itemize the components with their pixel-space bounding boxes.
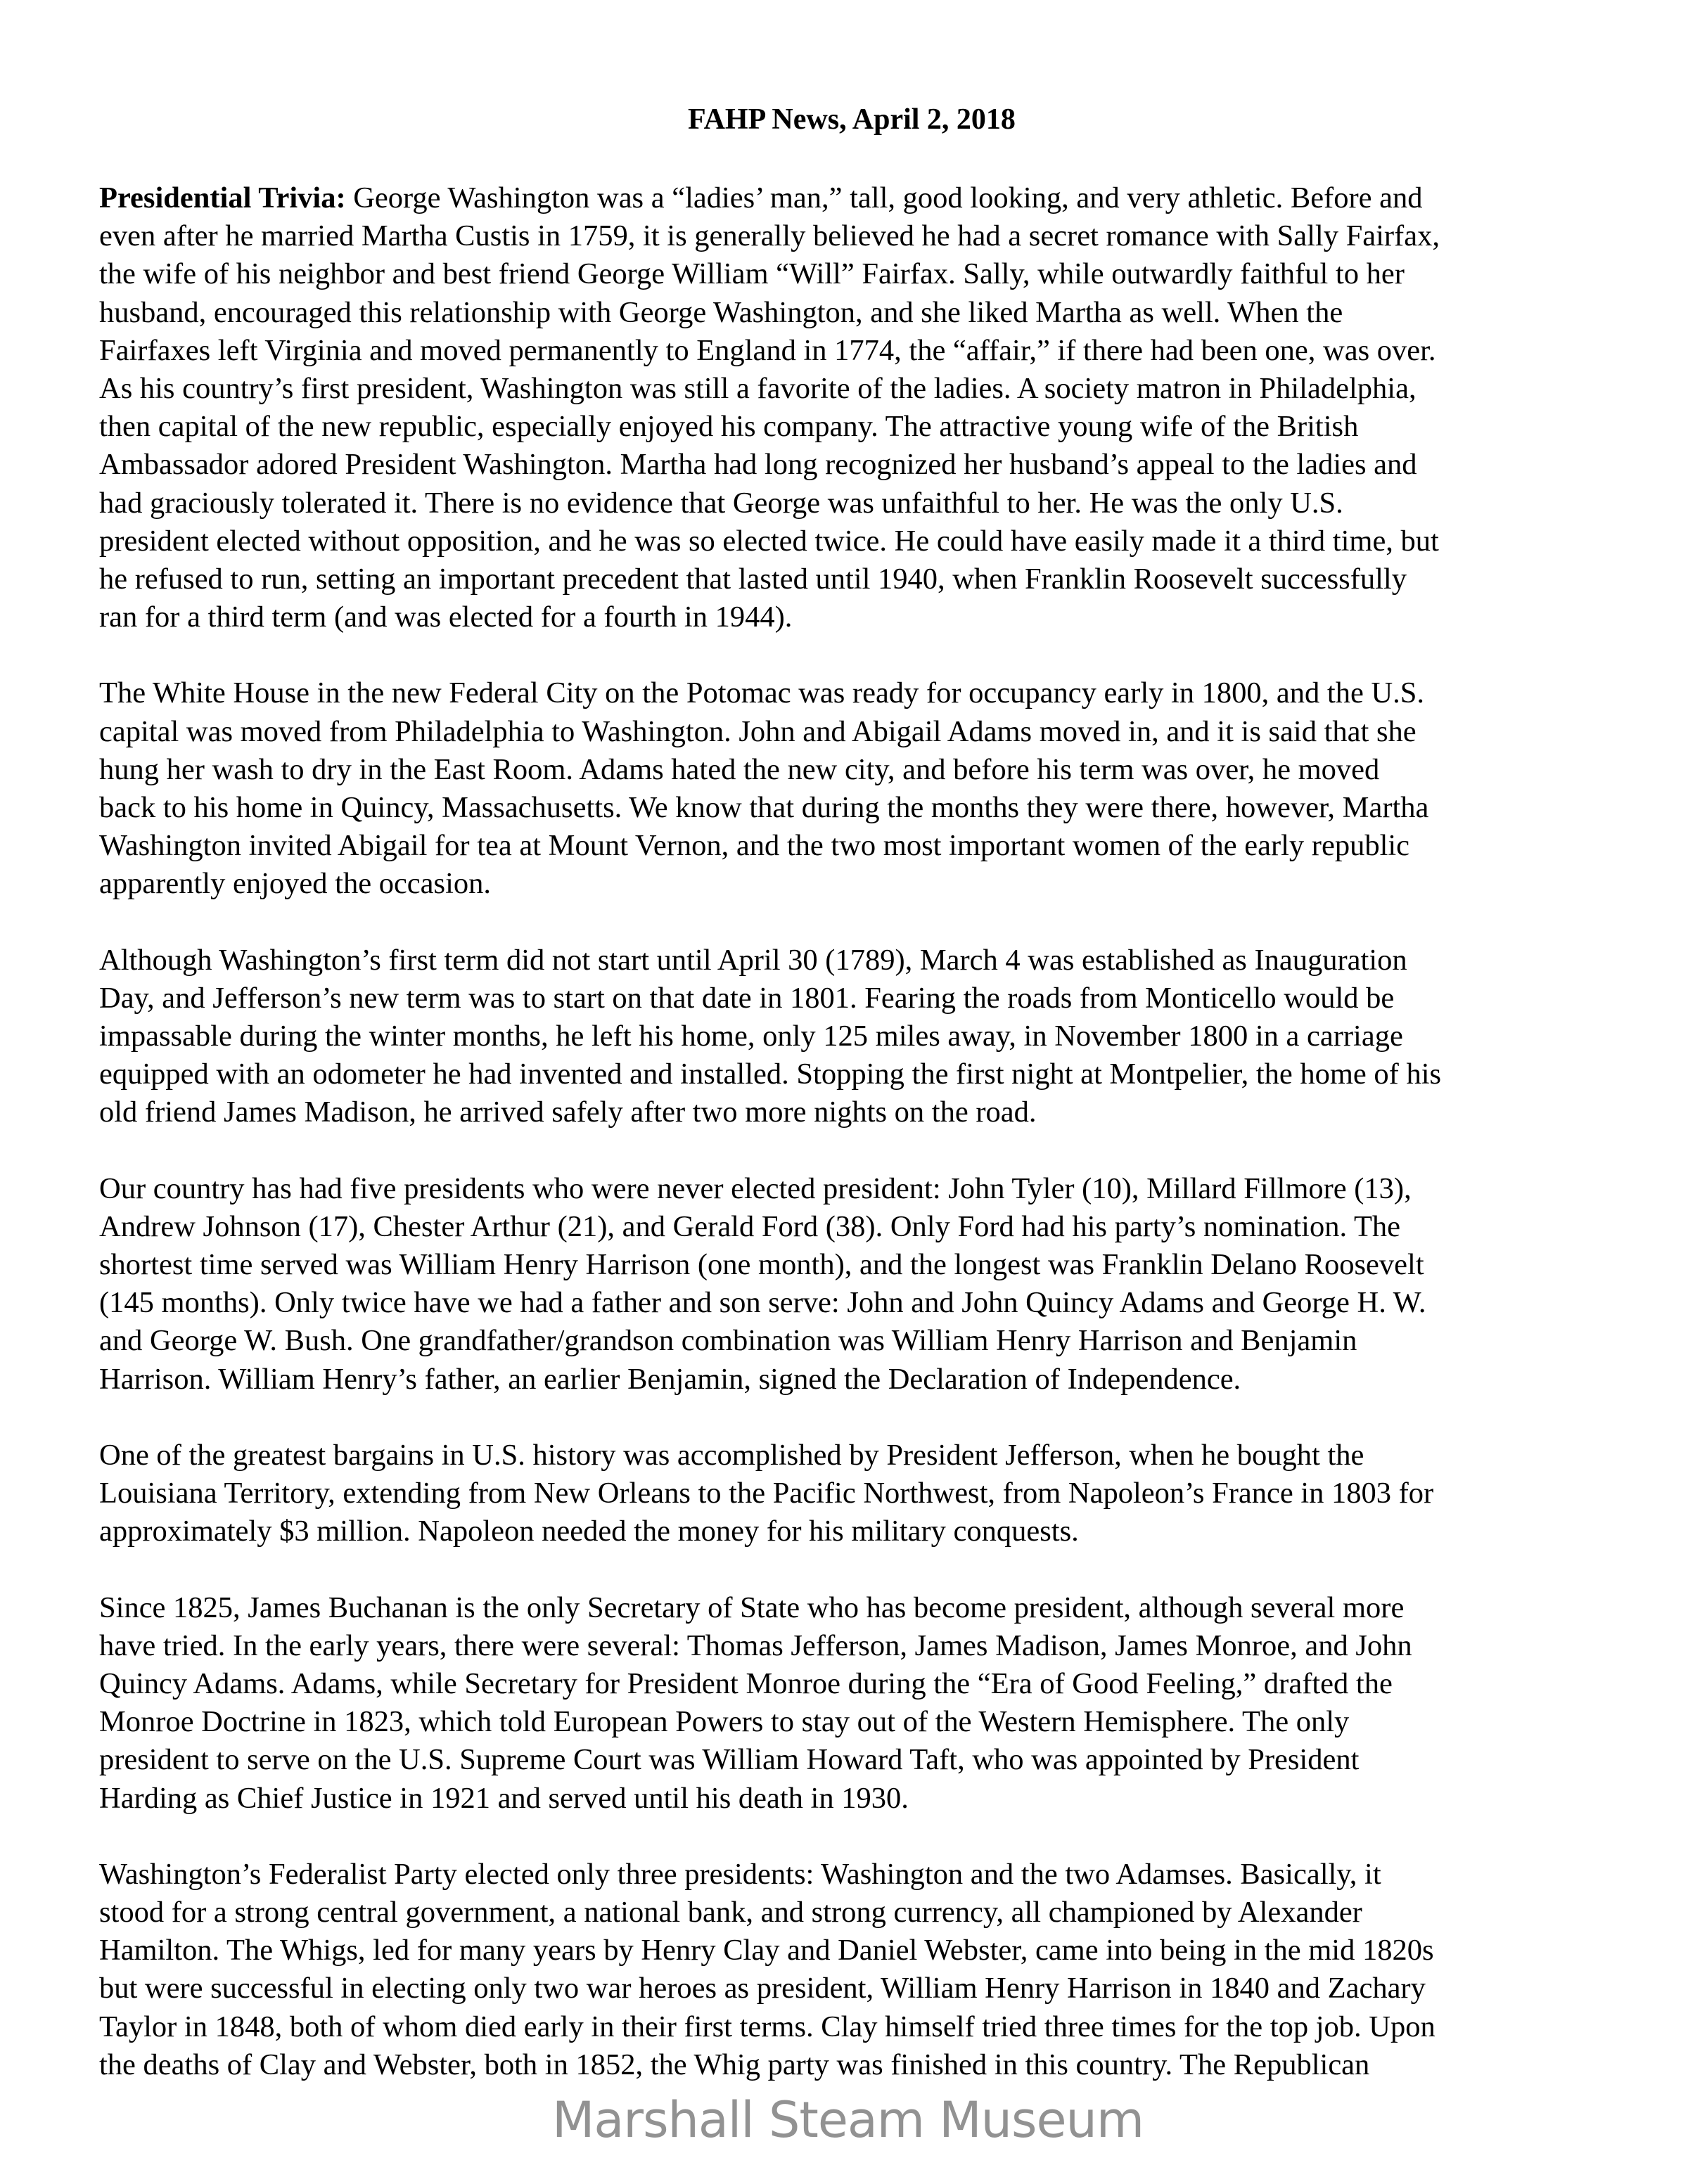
text-line: the deaths of Clay and Webster, both in 1852, the Whig party was finished in this country. The Republican: [99, 2048, 1370, 2081]
text-line: Fairfaxes left Virginia and moved permanently to England in 1774, the “affair,” if there had been one, was over.: [99, 333, 1436, 367]
watermark: Marshall Steam Museum: [552, 2091, 1144, 2149]
text-line: Monroe Doctrine in 1823, which told European Powers to stay out of the Western Hemisphere. The only: [99, 1705, 1350, 1739]
text-line: stood for a strong central government, a national bank, and strong currency, all championed by Alexander: [99, 1895, 1362, 1929]
text-line: hung her wash to dry in the East Room. Adams hated the new city, and before his term was over, he moved: [99, 752, 1380, 786]
text-line: but were successful in electing only two war heroes as president, William Henry Harrison in 1840 and Zachary: [99, 1972, 1426, 2005]
text-line: The White House in the new Federal City on the Potomac was ready for occupancy early in 1800, and the U.S.: [99, 676, 1425, 710]
text-line-content: George Washington was a “ladies’ man,” tall, good looking, and very athletic. Before and: [345, 181, 1423, 214]
text-line: even after he married Martha Custis in 1759, it is generally believed he had a secret romance with Sally Fairfax,: [99, 219, 1440, 253]
paragraph: [99, 1589, 1597, 1818]
document-page: [99, 101, 1597, 2122]
text-line: Since 1825, James Buchanan is the only Secretary of State who has become president, although several more: [99, 1591, 1405, 1624]
text-line: (145 months). Only twice have we had a father and son serve: John and John Quincy Adams and George H. W.: [99, 1286, 1426, 1320]
text-line: and George W. Bush. One grandfather/grandson combination was William Henry Harrison and Benjamin: [99, 1324, 1357, 1358]
text-line: husband, encouraged this relationship with George Washington, and she liked Martha as well. When the: [99, 295, 1343, 329]
document-body: [99, 179, 1597, 2084]
text-line: As his country’s first president, Washington was still a favorite of the ladies. A society matron in Philadelphia,: [99, 372, 1417, 406]
text-line: back to his home in Quincy, Massachusetts. We know that during the months they were there, however, Martha: [99, 791, 1429, 825]
text-line: capital was moved from Philadelphia to Washington. John and Abigail Adams moved in, and it is said that she: [99, 714, 1417, 748]
text-line: approximately $3 million. Napoleon needed the money for his military conquests.: [99, 1515, 1079, 1548]
text-line: Our country has had five presidents who were never elected president: John Tyler (10), Millard Fillmore (13),: [99, 1171, 1412, 1205]
text-line: Washington invited Abigail for tea at Mount Vernon, and the two most important women of the early republic: [99, 829, 1410, 863]
text-line: the wife of his neighbor and best friend George William “Will” Fairfax. Sally, while outwardly faithful to her: [99, 257, 1405, 291]
paragraph: [99, 179, 1597, 636]
text-line: Hamilton. The Whigs, led for many years by Henry Clay and Daniel Webster, came into being in the mid 1820s: [99, 1934, 1434, 1967]
text-line: Harrison. William Henry’s father, an earlier Benjamin, signed the Declaration of Independence.: [99, 1362, 1241, 1396]
text-line: have tried. In the early years, there were several: Thomas Jefferson, James Madison, James Monroe, and John: [99, 1629, 1412, 1662]
text-line: then capital of the new republic, especially enjoyed his company. The attractive young wife of the British: [99, 410, 1359, 444]
paragraph: [99, 1437, 1597, 1551]
text-line: impassable during the winter months, he left his home, only 125 miles away, in November 1800 in a carriage: [99, 1020, 1403, 1053]
text-line: Washington’s Federalist Party elected only three presidents: Washington and the two Adamses. Basically, it: [99, 1857, 1381, 1891]
text-line: Although Washington’s first term did not start until April 30 (1789), March 4 was established as Inauguration: [99, 943, 1407, 977]
text-line: shortest time served was William Henry Harrison (one month), and the longest was Franklin Delano Roosevelt: [99, 1248, 1424, 1282]
text-line: Taylor in 1848, both of whom died early in their first terms. Clay himself tried three times for the top job. Upon: [99, 2010, 1436, 2043]
text-line: ran for a third term (and was elected for a fourth in 1944).: [99, 600, 793, 634]
text-line: president to serve on the U.S. Supreme Court was William Howard Taft, who was appointed by President: [99, 1743, 1360, 1777]
text-line: equipped with an odometer he had invented and installed. Stopping the first night at Montpelier, the home of his: [99, 1058, 1442, 1091]
text-line: president elected without opposition, and he was so elected twice. He could have easily made it a third time, but: [99, 524, 1439, 558]
paragraph: [99, 942, 1597, 1132]
document-title: FAHP News, April 2, 2018: [688, 103, 1016, 136]
text-line: Ambassador adored President Washington. Martha had long recognized her husband’s appeal to the ladies and: [99, 448, 1417, 482]
text-line: [99, 179, 1597, 217]
text-line: Harding as Chief Justice in 1921 and served until his death in 1930.: [99, 1781, 909, 1815]
text-line: Andrew Johnson (17), Chester Arthur (21), and Gerald Ford (38). Only Ford had his party’s nomination. The: [99, 1209, 1401, 1243]
text-line: old friend James Madison, he arrived safely after two more nights on the road.: [99, 1096, 1037, 1129]
paragraph: [99, 1856, 1597, 2084]
text-line: Quincy Adams. Adams, while Secretary for President Monroe during the “Era of Good Feeling,” drafted the: [99, 1666, 1393, 1700]
text-line: apparently enjoyed the occasion.: [99, 867, 492, 901]
section-lead-label: Presidential Trivia:: [99, 181, 346, 214]
text-line: Day, and Jefferson’s new term was to start on that date in 1801. Fearing the roads from Monticello would be: [99, 981, 1395, 1015]
text-line: he refused to run, setting an important precedent that lasted until 1940, when Franklin Roosevelt successfully: [99, 563, 1407, 596]
text-line: One of the greatest bargains in U.S. history was accomplished by President Jefferson, when he bought the: [99, 1438, 1364, 1472]
paragraph: [99, 1170, 1597, 1399]
text-line: Louisiana Territory, extending from New Orleans to the Pacific Northwest, from Napoleon’s France in 1803 for: [99, 1477, 1434, 1510]
paragraph: [99, 674, 1597, 903]
text-line: had graciously tolerated it. There is no evidence that George was unfaithful to her. He was the only U.S.: [99, 486, 1343, 520]
